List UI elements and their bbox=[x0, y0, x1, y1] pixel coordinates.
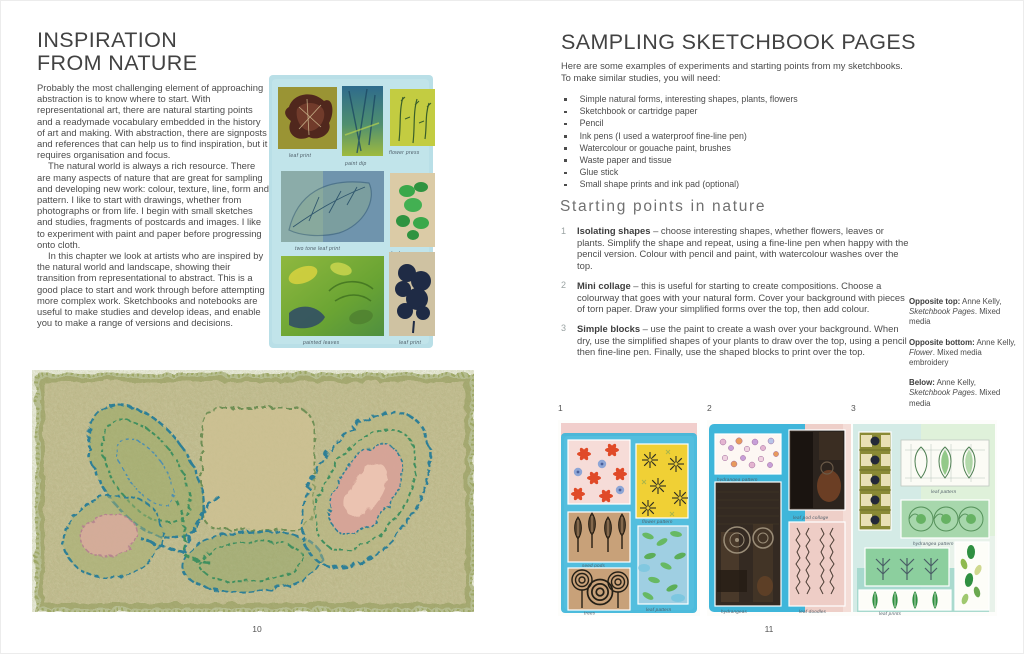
collage-tile-leaf-print-2 bbox=[389, 252, 435, 336]
chapter-body bbox=[37, 82, 270, 328]
list-item: Small shape prints and ink pad (optional) bbox=[564, 180, 894, 189]
collage-tile-paint-dip bbox=[342, 86, 383, 156]
list-item: Watercolour or gouache paint, brushes bbox=[564, 144, 894, 153]
page-number-left: 10 bbox=[252, 624, 262, 634]
textile-artwork-flower bbox=[32, 370, 474, 612]
artwork-caption: Below: Anne Kelly, Sketchbook Pages. Mixed media bbox=[909, 378, 1001, 408]
collage-tile-hydrangea bbox=[390, 173, 435, 247]
tile-leaf-prints bbox=[859, 590, 951, 610]
tile-hydrangea-circles bbox=[901, 500, 989, 538]
figure-number-2: 2 bbox=[707, 403, 712, 413]
tile-leaf-pattern bbox=[638, 526, 688, 604]
list-item: Pencil bbox=[564, 119, 894, 128]
bullet-icon bbox=[564, 135, 567, 138]
tile-hydrangea-sketch bbox=[715, 434, 781, 474]
step-number: 2 bbox=[561, 280, 567, 291]
collage-tile-leaf-print bbox=[278, 87, 337, 149]
step-lead: Isolating shapes bbox=[577, 225, 651, 236]
tile-seed-pods bbox=[568, 512, 630, 562]
step-item bbox=[561, 280, 909, 315]
figure-label: leaf pattern bbox=[646, 607, 672, 612]
step-lead: Simple blocks bbox=[577, 322, 641, 334]
collage-label: two tone leaf print bbox=[295, 246, 341, 252]
paragraph: In this chapter we look at artists who are inspired by the natural world and landscape, showing their transition from representational to abstract. This is a good place to start and work through before attempting more complex work. Sketchbooks and notebooks are useful to make studies and develop ideas, and enable you to make a range of versions and decisions. bbox=[37, 250, 265, 329]
intro-line: Here are some examples of experiments and starting points from my sketchbooks. bbox=[561, 60, 903, 71]
tile-dark-collage bbox=[789, 430, 845, 510]
left-page bbox=[1, 1, 513, 654]
step-lead: Mini collage bbox=[577, 279, 631, 291]
list-item: Simple natural forms, interesting shapes, plants, flowers bbox=[564, 95, 894, 104]
collage-tile-flower-press bbox=[390, 89, 435, 146]
figure-label: hydrangea pattern bbox=[717, 477, 758, 482]
bullet-icon bbox=[564, 184, 567, 187]
paragraph: The natural world is always a rich resource. There are many aspects of nature that are great for sampling and developing new work: colour, texture, line, form and pattern. I like to start with drawings, whether from photographs or from life. I begin with small sketches and studies, fragments of postcards and images. I like to experiment with paint and paper before progressing onto cloth. bbox=[37, 160, 269, 250]
collage-label: leaf print bbox=[289, 153, 312, 159]
figure-label: leaf doodles bbox=[799, 609, 827, 614]
list-item: Waste paper and tissue bbox=[564, 156, 894, 165]
materials-list bbox=[564, 95, 894, 193]
figure-1-sketchbook-page bbox=[558, 418, 700, 618]
collage-label: flower press bbox=[389, 150, 420, 156]
step-number: 1 bbox=[561, 225, 567, 236]
figure-2-sketchbook-page bbox=[707, 418, 853, 618]
subheading: Starting points in nature bbox=[560, 198, 767, 215]
step-body: – use the paint to create a wash over your background. When dry, use the simplified shapes of your plants to draw over the top, using a pencil then fine-line pen. Finally, use the shaped blocks to print over the top. bbox=[577, 322, 907, 358]
tile-spiral-trees bbox=[568, 568, 630, 610]
tile-block-print-strip bbox=[859, 432, 891, 530]
figure-3-sketchbook-page bbox=[851, 418, 997, 618]
figure-label: leaf pattern bbox=[931, 489, 957, 494]
figure-label: seed pods bbox=[582, 563, 605, 568]
section-title: SAMPLING SKETCHBOOK PAGES bbox=[561, 30, 916, 54]
step-number: 3 bbox=[561, 323, 567, 334]
section-intro bbox=[561, 60, 921, 83]
tile-leaf-shapes-panel bbox=[955, 542, 989, 610]
sketchbook-collage-photo bbox=[269, 75, 438, 352]
step-item bbox=[561, 225, 909, 272]
tile-flower-drawings bbox=[636, 444, 688, 518]
step-body: – this is useful for starting to create compositions. Choose a colourway that goes with your natural form. Cover your background with pieces of torn paper. Draw your simplified forms over the top, then add colour. bbox=[577, 279, 905, 315]
page-number-right: 11 bbox=[764, 624, 774, 634]
intro-line: To make similar studies, you will need: bbox=[561, 71, 721, 83]
figure-label: hydrangeas bbox=[721, 609, 748, 614]
tile-leaf-pattern-drawing bbox=[901, 440, 989, 486]
figure-label: leaf pod collage bbox=[793, 515, 829, 520]
tile-large-dark-collage bbox=[715, 482, 781, 606]
artwork-caption: Opposite bottom: Anne Kelly, Flower. Mixed media embroidery bbox=[909, 337, 1016, 368]
artwork-caption: Opposite top: Anne Kelly, Sketchbook Pages. Mixed media bbox=[909, 297, 1002, 327]
bullet-icon bbox=[564, 147, 567, 150]
figure-label: hydrangea pattern bbox=[913, 541, 954, 546]
step-item bbox=[561, 323, 909, 358]
tile-leaf-doodles bbox=[789, 522, 845, 606]
collage-label: paint dip bbox=[345, 161, 367, 167]
figure-number-1: 1 bbox=[558, 403, 563, 413]
figure-label: flower pattern bbox=[642, 519, 673, 524]
list-item: Sketchbook or cartridge paper bbox=[564, 107, 894, 116]
collage-tile-painted-leaves bbox=[281, 256, 384, 336]
figure-number-3: 3 bbox=[851, 403, 856, 413]
chapter-title-line1: INSPIRATION bbox=[37, 28, 178, 52]
list-item: Glue stick bbox=[564, 168, 894, 177]
list-item: Ink pens (I used a waterproof fine-line pen) bbox=[564, 132, 894, 141]
caption-column bbox=[909, 297, 1017, 419]
tile-flower-repeat bbox=[568, 440, 630, 504]
collage-label: painted leaves bbox=[303, 340, 340, 346]
bullet-icon bbox=[564, 98, 567, 101]
step-body: – choose interesting shapes, whether flowers, leaves or plants. Simplify the shape and repeat, using a fine-line pen when happy with the pencil version. Colour with pencil and paint, with watercolour washes over the top. bbox=[577, 225, 909, 272]
steps-list bbox=[561, 225, 909, 366]
figure-label: trees bbox=[584, 610, 596, 616]
right-page bbox=[513, 1, 1024, 654]
tile-tree-drawing bbox=[865, 548, 949, 586]
chapter-title bbox=[37, 29, 197, 75]
paragraph: Probably the most challenging element of approaching abstraction is to know where to start. With representational art, there are natural starting points and a readymade vocabulary embedded in the history of art and making. With abstraction, there are signposts and references that can help us to find inspiration, but it requires organisation and focus. bbox=[37, 82, 268, 161]
figure-label: leaf prints bbox=[879, 611, 902, 616]
bullet-icon bbox=[564, 159, 567, 162]
collage-tile-two-tone-leaf bbox=[281, 171, 384, 242]
bullet-icon bbox=[564, 111, 567, 114]
bullet-icon bbox=[564, 123, 567, 126]
collage-label: leaf print bbox=[399, 340, 422, 346]
bullet-icon bbox=[564, 172, 567, 175]
chapter-title-line2: FROM NATURE bbox=[37, 51, 198, 75]
